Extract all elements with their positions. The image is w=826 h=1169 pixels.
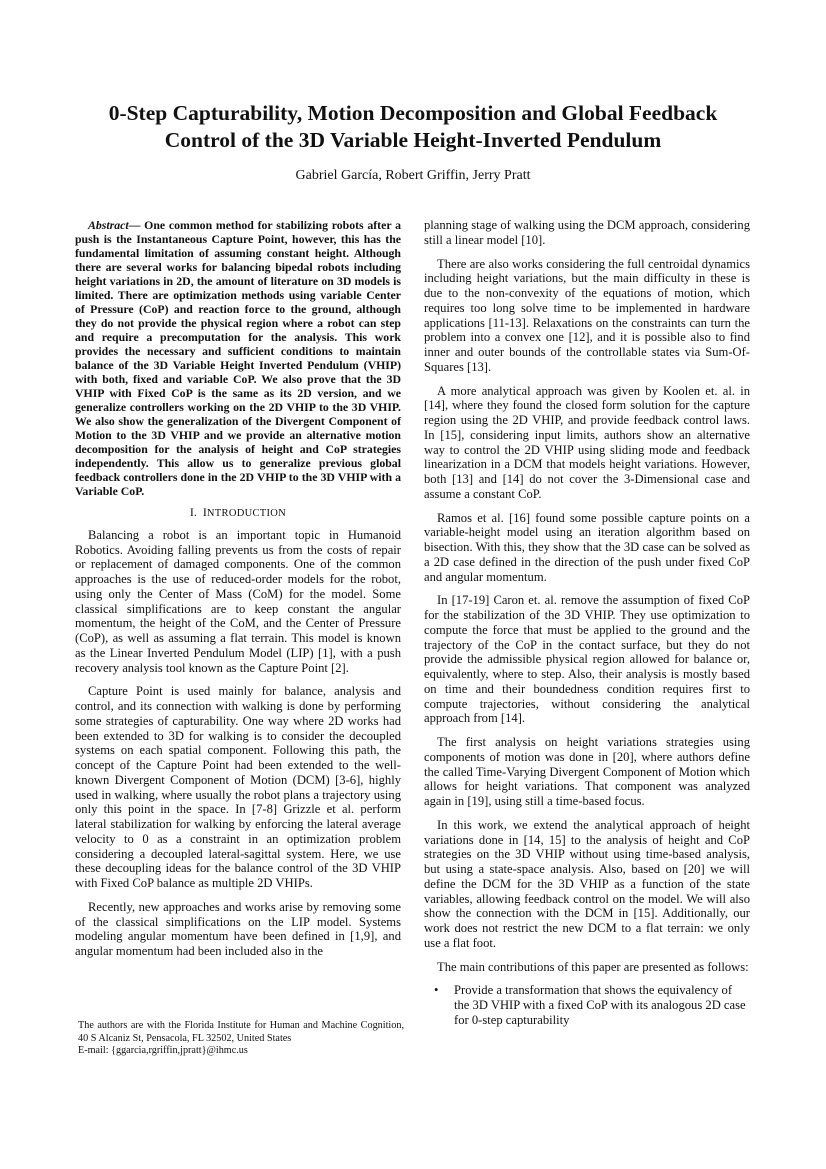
footnote-email: E-mail: {ggarcia,rgriffin,jpratt}@ihmc.us xyxy=(78,1045,248,1057)
left-column xyxy=(75,218,401,968)
intro-paragraph-1: Balancing a robot is an important topic in Humanoid Robotics. Avoiding falling prevents us from the costs of repair or replacement of damaged components. One of the common approaches is the use of reduced-order models for the robot, using only the Center of Mass (CoM) for the model. Some classical simplifications are to keep constant the angular momentum, the height of the CoM, and the Center of Pressure (CoP), as well as assuming a flat terrain. This model is known as the Linear Inverted Pendulum Model (LIP) [1], with a push recovery analysis tool known as the Capture Point [2]. xyxy=(75,527,401,675)
section-title-rest: NTRODUCTION xyxy=(206,508,287,519)
intro-paragraph-7: Ramos et al. [16] found some possible capture points on a variable-height model using an iteration algorithm based on bisection. With this, they show that the 3D case can be solved as a 2D case defined in the direction of the push under fixed CoP and angular momentum. xyxy=(424,510,750,584)
abstract xyxy=(75,218,401,498)
abstract-text: One common method for stabilizing robots after a push is the Instantaneous Capture Point, however, this has the fundamental limitation of assuming constant height. Although there are several works for balancing bipedal robots including height variations in 2D, the amount of literature on 3D models is limited. There are optimization methods using variable Center of Pressure (CoP) and reaction force to the ground, although they do not provide the physical region where a robot can step and require a precomputation for the analysis. This work provides the necessary and sufficient conditions to maintain balance of the 3D Variable Height Inverted Pendulum (VHIP) with both, fixed and variable CoP. We also prove that the 3D VHIP with Fixed CoP is the same as its 2D version, and we generalize controllers working on the 2D VHIP to the 3D VHIP. We also show the generalization of the Divergent Component of Motion to the 3D VHIP and we provide an alternative motion decomposition for the analysis of height and CoP strategies independently. This allow us to generalize previous global feedback controllers done in the 2D VHIP to the 3D VHIP with a Variable CoP. xyxy=(75,218,401,498)
paper-title xyxy=(60,100,766,154)
right-column xyxy=(424,218,750,1028)
intro-paragraph-5: There are also works considering the full centroidal dynamics including height variations, but the main difficulty in these is due to the non-convexity of the equations of motion, which requires too long solve time to be implemented in hardware applications [11-13]. Relaxations on the constraints can turn the problem into a convex one [12], and it is possible also to find inner and outer bounds of the controllable states via Sum-Of-Squares [13]. xyxy=(424,256,750,374)
intro-paragraph-8: In [17-19] Caron et. al. remove the assumption of fixed CoP for the stabilization of the 3D VHIP. They use optimization to compute the force that must be applied to the ground and the trajectory of the CoP in the contact surface, but they do not provide the admissible physical region allowed for balance or, equivalently, where to step. Also, their analysis is mostly based on time and their boundedness condition requires first to compute trajectories, without considering the analytical approach from [14]. xyxy=(424,593,750,726)
author-list: Gabriel García, Robert Griffin, Jerry Pratt xyxy=(295,168,531,183)
intro-paragraph-4: planning stage of walking using the DCM approach, considering still a linear model [10]. xyxy=(424,218,750,247)
bullet-icon: • xyxy=(434,983,439,998)
intro-paragraph-6: A more analytical approach was given by Koolen et. al. in [14], where they found the closed form solution for the capture region using the 2D VHIP, and provide feedback control laws. In [15], considering input limits, authors show an alternative way to control the 2D VHIP using sliding mode and feedback linearization in a DCM that models height variations. However, both [13] and [14] do not cover the 3-Dimensional case and assume a constant CoP. xyxy=(424,383,750,501)
footnote-affiliation: The authors are with the Florida Institute for Human and Machine Cognition, 40 S Alcaniz St, Pensacola, FL 32502, United States xyxy=(78,1020,404,1044)
title-line-1: 0-Step Capturability, Motion Decomposition and Global Feedback xyxy=(108,101,718,125)
abstract-label: Abstract xyxy=(88,218,129,232)
contributions-intro: The main contributions of this paper are presented as follows: xyxy=(437,959,749,974)
intro-paragraph-2: Capture Point is used mainly for balance, analysis and control, and its connection with walking is done by performing some strategies of capturability. One way where 2D works had been extended to 3D for walking is to consider the decoupled systems on each spatial component. Following this path, the concept of the Capture Point had been extended to the well-known Divergent Component of Motion (DCM) [3-6], highly used in walking, where usually the robot plans a trajectory using only this point in the space. In [7-8] Grizzle et al. perform lateral stabilization for walking by enforcing the lateral average velocity to 0 as a constraint in an optimization problem considering a decoupled lateral-sagittal system. Here, we use these decoupling ideas for the balance control of the 3D VHIP with Fixed CoP balance as multiple 2D VHIPs. xyxy=(75,684,401,890)
intro-paragraph-9: The first analysis on height variations strategies using components of motion was done in [20], where authors define the called Time-Varying Divergent Component of Motion which allows for height variations. That component was analyzed again in [19], using still a time-based focus. xyxy=(424,735,750,808)
section-heading-introduction xyxy=(75,505,401,522)
title-line-2: Control of the 3D Variable Height-Inverted Pendulum xyxy=(164,128,662,152)
author-affiliation-footnote xyxy=(78,1020,404,1058)
section-numeral: I. xyxy=(189,505,197,519)
list-item xyxy=(434,983,750,1027)
abstract-dash: — xyxy=(128,218,145,232)
contributions-list xyxy=(424,983,750,1027)
intro-paragraph-3: Recently, new approaches and works arise by removing some of the classical simplifications on the LIP model. Systems modeling angular momentum have been defined in [1,9], and angular momentum had been included also in the xyxy=(75,899,401,958)
intro-paragraph-10: In this work, we extend the analytical approach of height variations done in [14, 15] to the analysis of height and CoP strategies on the 3D VHIP without using time-based analysis, but using a state-space analysis. Also, based on [20] we will define the DCM for the 3D VHIP as a function of the state variables, allowing feedback control on the model. We will also show the connection with the DCM in [15]. Additionally, our work does not restrict the new DCM to a flat terrain: we only use a flat foot. xyxy=(424,817,750,950)
section-first-letter: I xyxy=(202,505,207,519)
contribution-text: Provide a transformation that shows the equivalency of the 3D VHIP with a fixed CoP with its analogous 2D case for 0-step capturability xyxy=(454,983,746,1027)
